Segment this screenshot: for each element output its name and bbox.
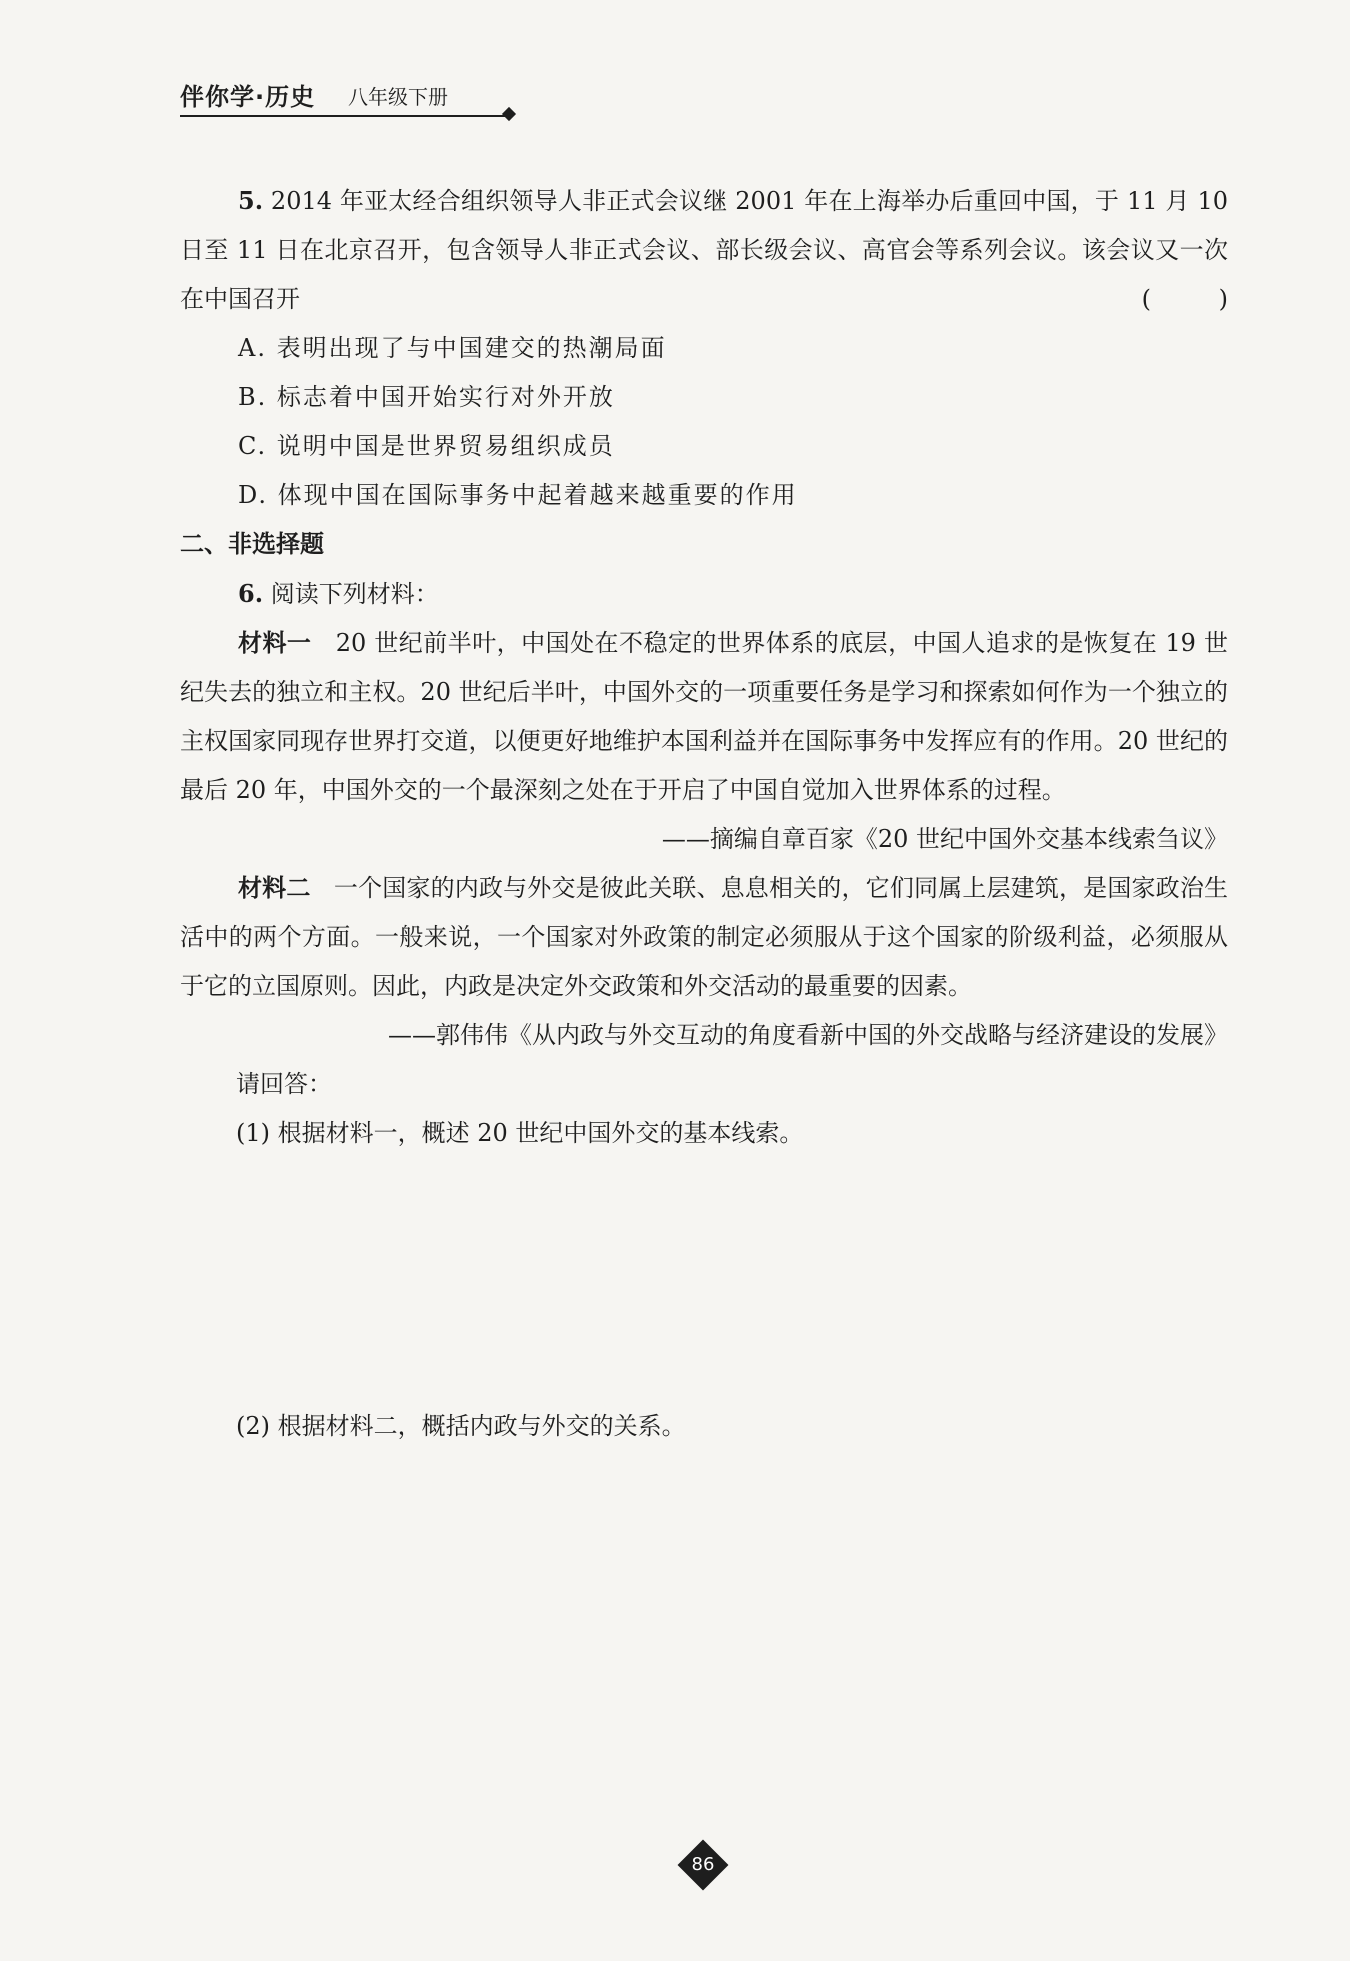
section-title: 二、非选择题	[180, 530, 324, 558]
question-intro-text: 阅读下列材料：	[270, 580, 439, 608]
question-number: 5.	[238, 186, 264, 215]
question-6	[180, 569, 1228, 1451]
material-1	[180, 619, 1228, 815]
book-brand: 伴你学·历史	[180, 83, 316, 111]
material-1-label: 材料一	[238, 629, 312, 657]
answer-space-1	[180, 1158, 1228, 1402]
material-1-text: 20 世纪前半叶，中国处在不稳定的世界体系的底层，中国人追求的是恢复在 19 世纪失去的独立和主权。20 世纪后半叶，中国外交的一项重要任务是学习和探索如何作为一个独立的主权国家同现存世界打交道，以便更好地维护本国利益并在国际事务中发挥应有的作用。20 世纪的最后 20 年，中国外交的一个最深刻之处在于开启了中国自觉加入世界体系的过程。	[180, 629, 1229, 804]
page-number: 86	[691, 1854, 715, 1875]
question-number: 6.	[238, 579, 264, 608]
material-2-text: 一个国家的内政与外交是彼此关联、息息相关的，它们同属上层建筑，是国家政治生活中的两个方面。一般来说，一个国家对外政策的制定必须服从于这个国家的阶级利益，必须服从于它的立国原则。因此，内政是决定外交政策和外交活动的最重要的因素。	[180, 874, 1229, 1000]
diamond-icon	[502, 107, 516, 121]
option-c: C. 说明中国是世界贸易组织成员	[238, 432, 615, 460]
page-number-badge	[678, 1840, 728, 1890]
sub-question-2: (2) 根据材料二，概括内政与外交的关系。	[236, 1412, 686, 1440]
page-header	[180, 82, 520, 118]
material-2-source: ——郭伟伟《从内政与外交互动的角度看新中国的外交战略与经济建设的发展》	[388, 1021, 1228, 1049]
sub-question-1: (1) 根据材料一，概述 20 世纪中国外交的基本线索。	[236, 1119, 804, 1147]
material-2	[180, 864, 1228, 1011]
material-2-label: 材料二	[238, 874, 311, 902]
question-6-intro	[180, 569, 1228, 619]
question-stem-text: 2014 年亚太经合组织领导人非正式会议继 2001 年在上海举办后重回中国，于 11 月 10 日至 11 日在北京召开，包含领导人非正式会议、部长级会议、高官会等系列会议。该会议又一次在中国召开	[180, 187, 1228, 313]
answer-blank: ( )	[1141, 285, 1258, 313]
material-1-source: ——摘编自章百家《20 世纪中国外交基本线索刍议》	[661, 825, 1228, 853]
page-content	[180, 176, 1258, 1451]
question-5	[180, 176, 1258, 520]
answer-prompt: 请回答：	[236, 1070, 332, 1098]
header-rule	[180, 115, 510, 117]
option-b: B. 标志着中国开始实行对外开放	[238, 383, 615, 411]
book-grade: 八年级下册	[348, 85, 448, 109]
question-5-stem	[180, 176, 1258, 324]
option-a: A. 表明出现了与中国建交的热潮局面	[238, 334, 667, 362]
option-d: D. 体现中国在国际事务中起着越来越重要的作用	[238, 481, 798, 509]
